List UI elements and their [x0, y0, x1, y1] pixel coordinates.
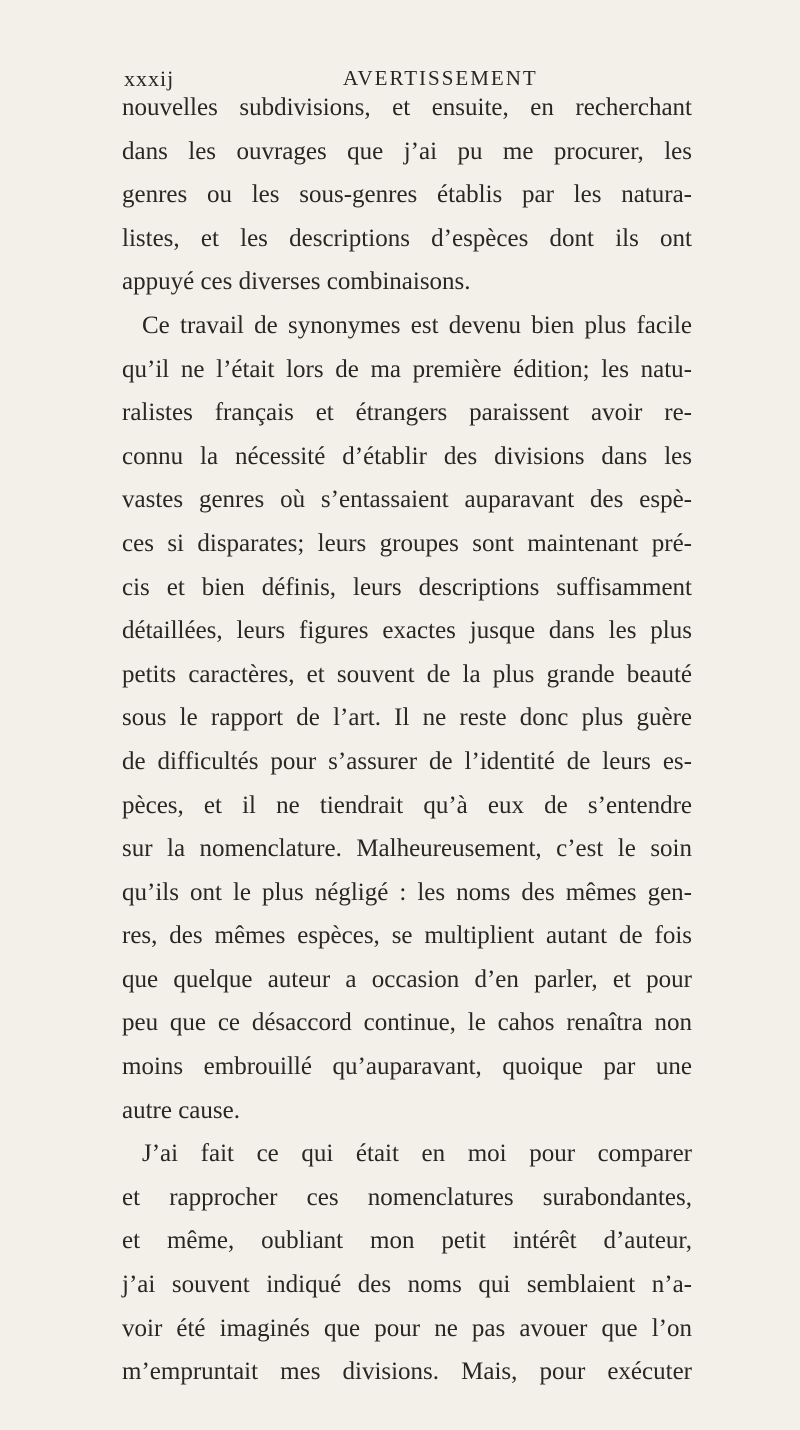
text-line: connu la nécessité d’établir des divisions dans les [122, 442, 692, 470]
text-line: voir été imaginés que pour ne pas avouer que l’on [122, 1314, 692, 1342]
text-line: cis et bien définis, leurs descriptions suffisamment [122, 573, 692, 601]
text-line: sous le rapport de l’art. Il ne reste donc plus guère [122, 704, 692, 732]
text-line: nouvelles subdivisions, et ensuite, en recherchant [122, 94, 692, 121]
text-line: autre cause. [122, 1096, 240, 1124]
text-line: petits caractères, et souvent de la plus grande beauté [122, 660, 692, 688]
text-line: genres ou les sous-genres établis par les natura- [122, 181, 692, 209]
text-line: vastes genres où s’entassaient auparavant des espè- [122, 486, 692, 514]
text-line: de difficultés pour s’assurer de l’identité de leurs es- [122, 747, 692, 775]
text-line: pèces, et il ne tiendrait qu’à eux de s’entendre [122, 791, 692, 819]
body-text [122, 86, 692, 1394]
text-line: ces si disparates; leurs groupes sont maintenant pré- [122, 529, 692, 557]
text-line: appuyé ces diverses combinaisons. [122, 268, 471, 296]
text-line: dans les ouvrages que j’ai pu me procurer, les [122, 137, 692, 165]
text-line: Ce travail de synonymes est devenu bien plus facile [142, 311, 692, 339]
text-line: ralistes français et étrangers paraissent avoir re- [122, 399, 692, 427]
text-line: qu’ils ont le plus négligé : les noms des mêmes gen- [122, 878, 692, 906]
text-line: peu que ce désaccord continue, le cahos renaîtra non [122, 1009, 692, 1037]
text-line: J’ai fait ce qui était en moi pour comparer [142, 1140, 692, 1168]
text-line: j’ai souvent indiqué des noms qui semblaient n’a- [122, 1271, 692, 1299]
text-line: sur la nomenclature. Malheureusement, c’est le soin [122, 835, 692, 863]
text-line: qu’il ne l’était lors de ma première édition; les natu- [122, 355, 692, 383]
text-line: que quelque auteur a occasion d’en parler, et pour [122, 965, 692, 993]
text-line: moins embrouillé qu’auparavant, quoique par une [122, 1053, 692, 1081]
text-line: listes, et les descriptions d’espèces dont ils ont [122, 224, 692, 252]
text-line: res, des mêmes espèces, se multiplient autant de fois [122, 922, 692, 950]
text-line: et même, oubliant mon petit intérêt d’auteur, [122, 1227, 692, 1255]
text-line: détaillées, leurs figures exactes jusque dans les plus [122, 617, 692, 645]
page-number: xxxij [124, 66, 175, 91]
running-head-title: AVERTISSEMENT [343, 66, 538, 90]
text-line: et rapprocher ces nomenclatures surabondantes, [122, 1183, 692, 1211]
text-line: m’empruntait mes divisions. Mais, pour exécuter [122, 1358, 692, 1386]
